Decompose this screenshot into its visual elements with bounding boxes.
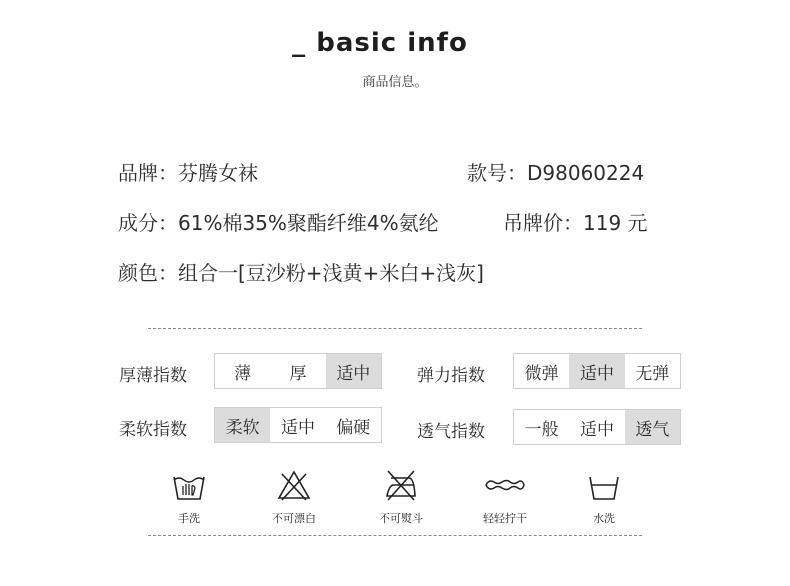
- breathability-scale: [513, 409, 681, 445]
- brand-row: [118, 157, 258, 186]
- softness-scale: [214, 407, 382, 443]
- material-row: [118, 207, 439, 236]
- divider-bottom: [148, 535, 642, 536]
- water-wash-caption: 水洗: [593, 512, 615, 525]
- hand-wash-icon: [171, 468, 207, 502]
- color-label: 颜色：: [118, 261, 178, 285]
- price-value: 119 元: [583, 211, 648, 235]
- softness-option-hard: 偏硬: [336, 417, 371, 438]
- color-value: 组合一[豆沙粉+浅黄+米白+浅灰]: [178, 261, 484, 285]
- breathability-label: 透气指数: [417, 422, 485, 442]
- material-value: 61%棉35%聚酯纤维4%氨纶: [178, 211, 439, 235]
- no-bleach-caption: 不可漂白: [272, 512, 316, 525]
- no-iron-icon: [383, 468, 419, 502]
- breathability-option-normal: 一般: [524, 419, 559, 440]
- care-item-water-wash: [564, 468, 644, 526]
- price-label: 吊牌价：: [503, 211, 583, 235]
- care-item-no-bleach: [254, 468, 334, 526]
- divider-top: [148, 328, 642, 329]
- section-subtitle: 商品信息。: [362, 75, 428, 90]
- care-item-gentle-wring: [465, 468, 545, 526]
- thickness-scale: [214, 353, 382, 389]
- material-label: 成分：: [118, 211, 178, 235]
- elasticity-option-medium: 适中: [569, 354, 624, 388]
- elasticity-option-slight: 微弹: [524, 363, 559, 384]
- thickness-label: 厚薄指数: [119, 366, 187, 386]
- gentle-wring-icon: [483, 468, 527, 502]
- gentle-wring-caption: 轻轻拧干: [483, 512, 527, 525]
- thickness-option-thick: 厚: [289, 363, 307, 384]
- breathability-option-breathable: 透气: [625, 410, 680, 444]
- softness-label: 柔软指数: [119, 420, 187, 440]
- brand-value: 芬腾女袜: [178, 161, 258, 185]
- water-wash-icon: [586, 468, 622, 502]
- no-iron-caption: 不可熨斗: [379, 512, 423, 525]
- elasticity-option-none: 无弹: [635, 363, 670, 384]
- elasticity-scale: [513, 353, 681, 389]
- price-row: [503, 207, 648, 236]
- softness-option-medium: 适中: [280, 417, 315, 438]
- care-item-no-iron: [361, 468, 441, 526]
- thickness-option-medium: 适中: [326, 354, 381, 388]
- thickness-option-thin: 薄: [234, 363, 252, 384]
- brand-label: 品牌：: [118, 161, 178, 185]
- softness-option-soft: 柔软: [215, 408, 270, 442]
- model-label: 款号：: [467, 161, 527, 185]
- care-item-hand-wash: [149, 468, 229, 526]
- hand-wash-caption: 手洗: [178, 512, 200, 525]
- model-value: D98060224: [527, 161, 645, 185]
- no-bleach-icon: [276, 468, 312, 502]
- section-title: _ basic info: [292, 28, 468, 58]
- color-row: [118, 257, 484, 286]
- model-row: [467, 157, 644, 186]
- breathability-option-medium: 适中: [579, 419, 614, 440]
- elasticity-label: 弹力指数: [417, 366, 485, 386]
